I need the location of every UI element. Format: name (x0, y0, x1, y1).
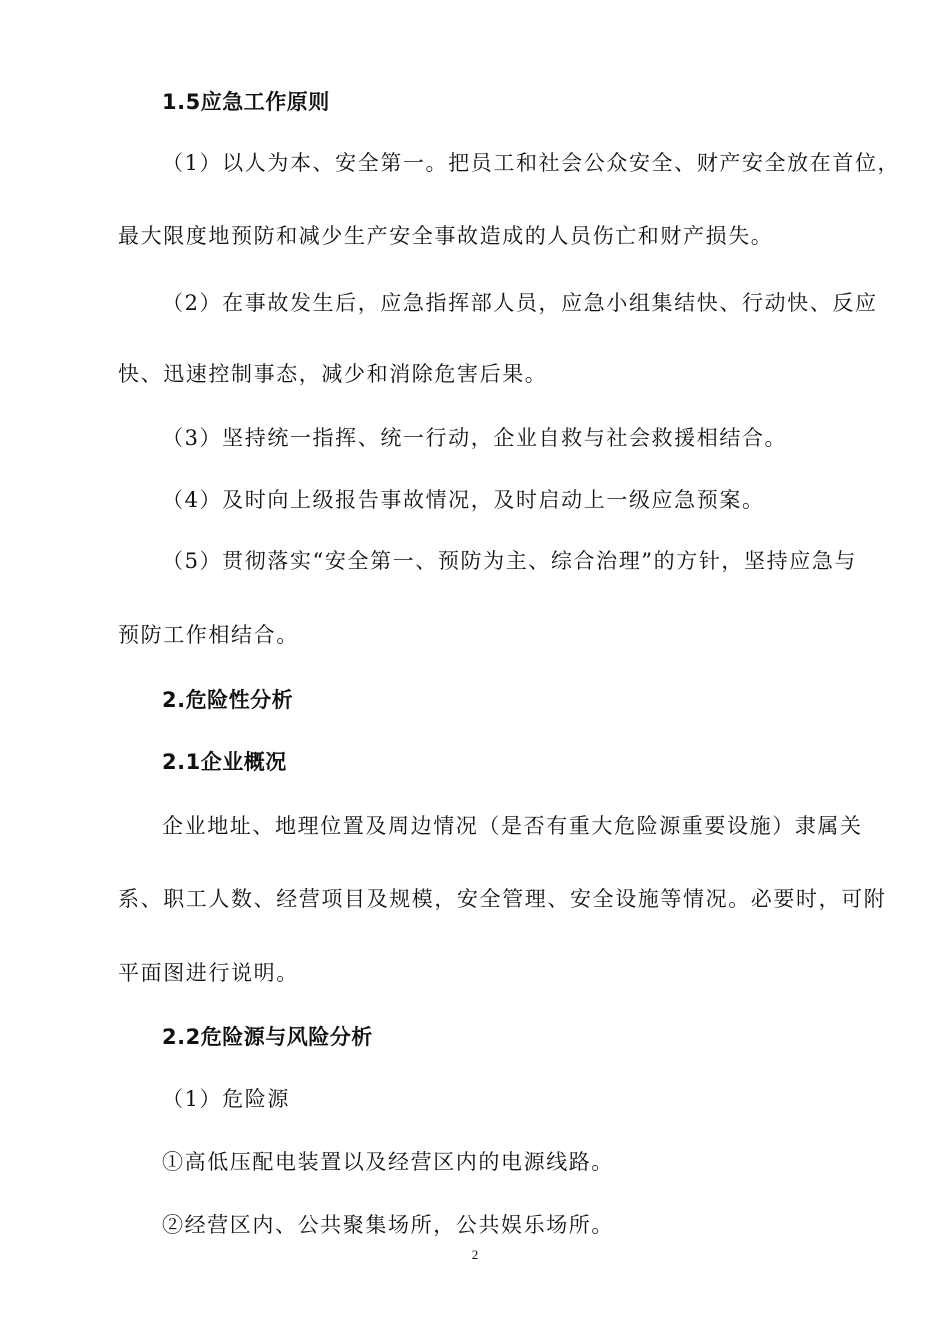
section-heading-2-2: 2.2危险源与风险分析 (162, 1025, 373, 1049)
list-item: ①高低压配电装置以及经营区内的电源线路。 (162, 1150, 614, 1174)
paragraph-line: 最大限度地预防和减少生产安全事故造成的人员伤亡和财产损失。 (118, 224, 774, 248)
paragraph-line: 平面图进行说明。 (118, 961, 299, 985)
section-heading-2: 2.危险性分析 (162, 688, 294, 712)
paragraph-line: （2）在事故发生后，应急指挥部人员，应急小组集结快、行动快、反应 (162, 291, 878, 315)
paragraph-line: （1）危险源 (162, 1087, 290, 1111)
section-heading-1-5: 1.5应急工作原则 (162, 90, 330, 114)
paragraph-line: 企业地址、地理位置及周边情况（是否有重大危险源重要设施）隶属关 (162, 814, 863, 838)
paragraph-line: （3）坚持统一指挥、统一行动，企业自救与社会救援相结合。 (162, 426, 788, 450)
page-number: 2 (471, 1247, 479, 1262)
section-heading-2-1: 2.1企业概况 (162, 750, 287, 774)
paragraph-line: （5）贯彻落实“安全第一、预防为主、综合治理”的方针，坚持应急与 (162, 549, 858, 573)
paragraph-line: （4）及时向上级报告事故情况，及时启动上一级应急预案。 (162, 488, 765, 512)
paragraph-line: 快、迅速控制事态，减少和消除危害后果。 (118, 362, 548, 386)
paragraph-line: 预防工作相结合。 (118, 623, 299, 647)
paragraph-line: （1）以人为本、安全第一。把员工和社会公众安全、财产安全放在首位， (162, 151, 901, 175)
paragraph-line: 系、职工人数、经营项目及规模，安全管理、安全设施等情况。必要时，可附 (118, 887, 887, 911)
list-item: ②经营区内、公共聚集场所，公共娱乐场所。 (162, 1213, 614, 1237)
